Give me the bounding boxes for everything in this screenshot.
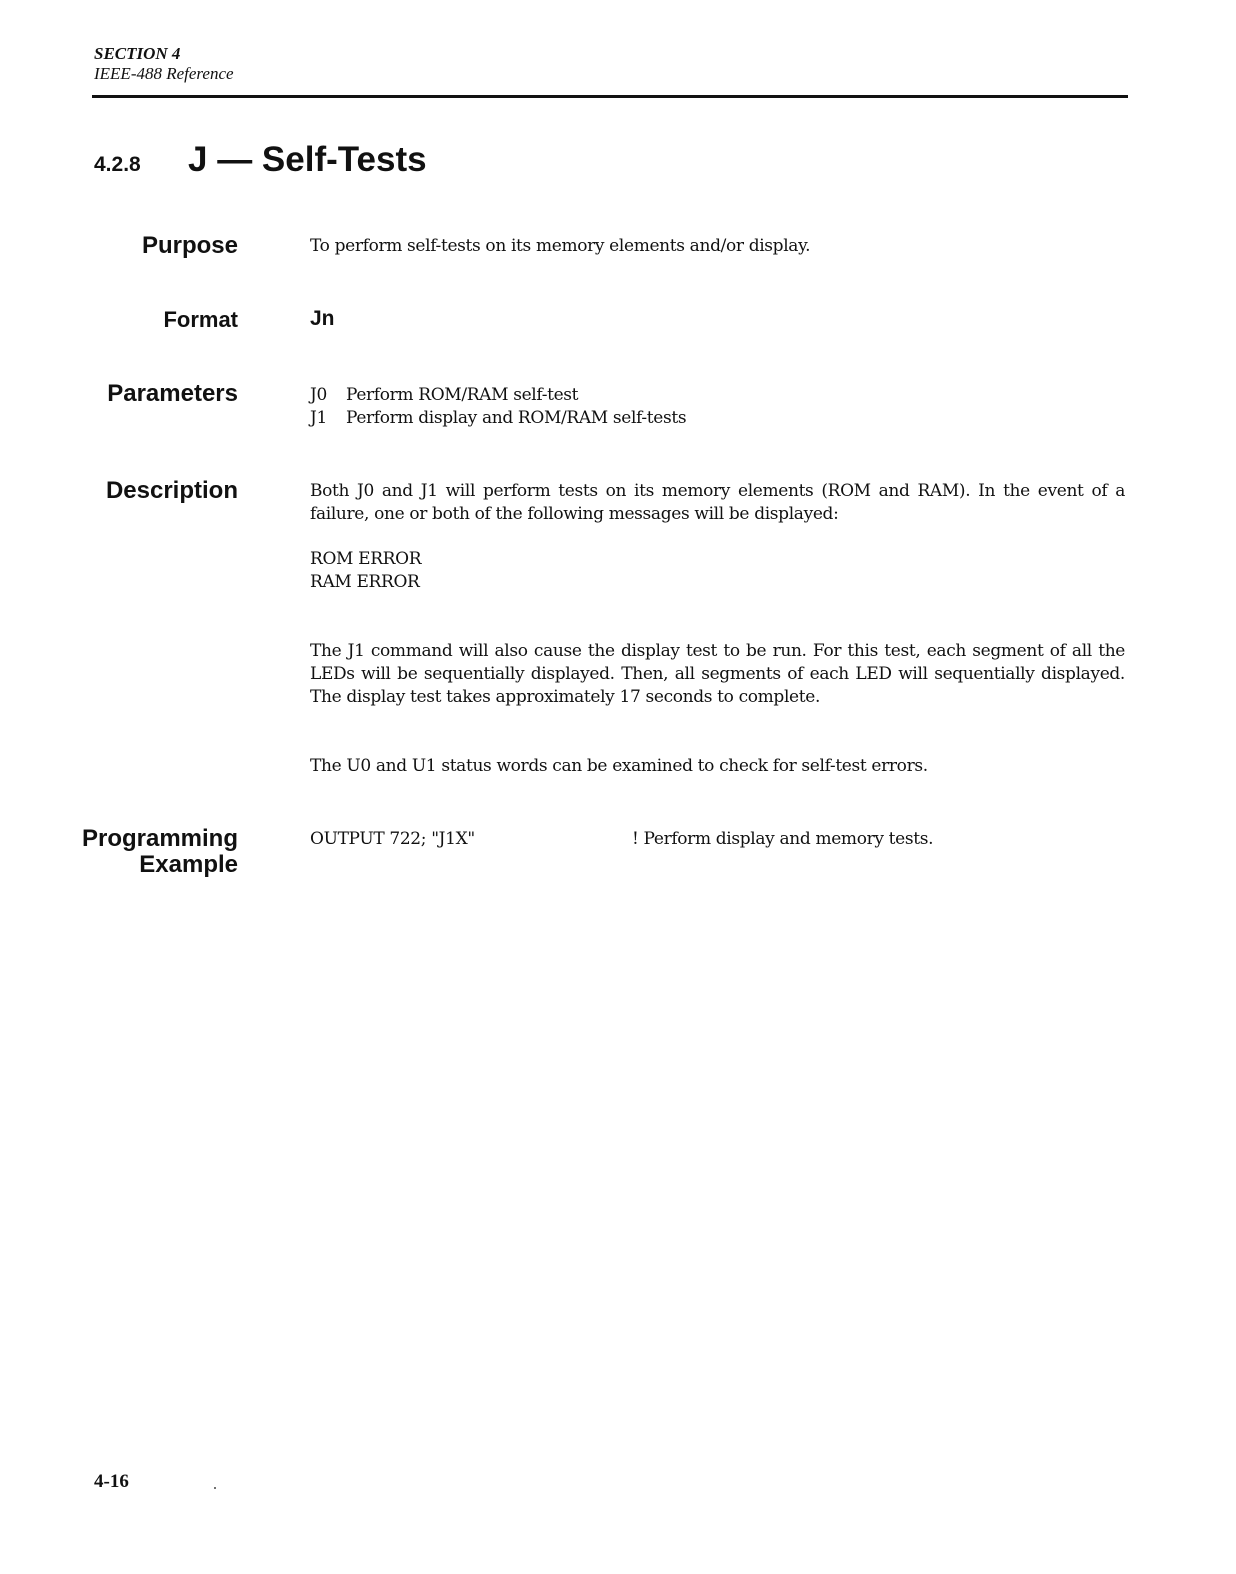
section-heading bbox=[94, 140, 427, 180]
programming-example-label bbox=[82, 826, 238, 878]
programming-label-line-2: Example bbox=[139, 851, 238, 878]
parameter-description: Perform display and ROM/RAM self-tests bbox=[346, 408, 687, 428]
parameter-row bbox=[310, 384, 1125, 407]
parameters-list bbox=[310, 384, 1125, 430]
parameter-description: Perform ROM/RAM self-test bbox=[346, 385, 579, 405]
example-code: OUTPUT 722; "J1X" bbox=[310, 829, 475, 849]
description-label: Description bbox=[105, 477, 238, 504]
description-paragraph-1: Both J0 and J1 will perform tests on its memory elements (ROM and RAM). In the event of a failure, one or both of the following messages will be displayed: bbox=[310, 481, 1125, 524]
purpose-text: To perform self-tests on its memory elements and/or display. bbox=[310, 236, 811, 256]
section-label: SECTION 4 bbox=[94, 44, 181, 63]
format-label: Format bbox=[163, 307, 238, 332]
scan-speck bbox=[214, 1487, 216, 1489]
error-messages bbox=[310, 548, 1125, 594]
example-comment: ! Perform display and memory tests. bbox=[632, 829, 934, 849]
parameter-code: J0 bbox=[310, 385, 327, 405]
description-paragraph-2: The J1 command will also cause the display test to be run. For this test, each segment of all the LEDs will be sequentially displayed. Then, all segments of each LED will sequentially displayed. The display test takes approximately 17 seconds to complete. bbox=[310, 641, 1125, 707]
description-paragraph-3: The U0 and U1 status words can be examined to check for self-test errors. bbox=[310, 756, 928, 776]
programming-label-line-1: Programming bbox=[81, 825, 238, 852]
section-number: 4.2.8 bbox=[94, 153, 141, 176]
section-title: J — Self-Tests bbox=[188, 140, 427, 179]
header-divider bbox=[92, 95, 1128, 98]
purpose-label: Purpose bbox=[141, 232, 238, 259]
page-number: 4-16 bbox=[94, 1471, 129, 1492]
page-header bbox=[94, 44, 234, 84]
parameter-code: J1 bbox=[310, 408, 327, 428]
rom-error-message: ROM ERROR bbox=[310, 549, 422, 569]
section-subtitle: IEEE-488 Reference bbox=[94, 64, 234, 83]
format-value: Jn bbox=[310, 307, 335, 330]
parameters-label: Parameters bbox=[107, 380, 238, 407]
ram-error-message: RAM ERROR bbox=[310, 572, 420, 592]
parameter-row bbox=[310, 407, 1125, 430]
